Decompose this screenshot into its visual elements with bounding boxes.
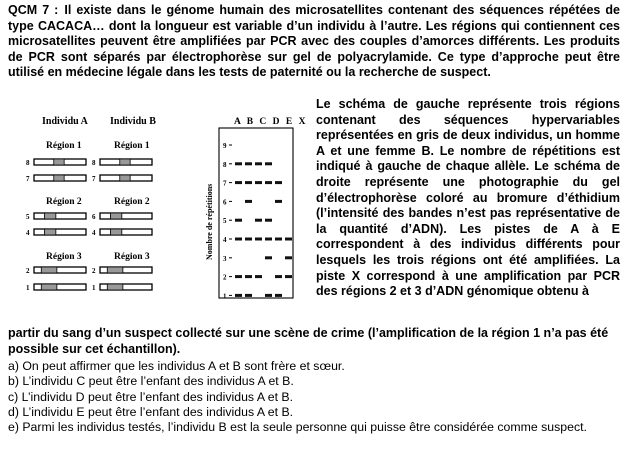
gel-band [245, 181, 252, 184]
gel-band [265, 294, 272, 297]
gel-band [245, 294, 252, 297]
allele-repeat-count: 2 [26, 267, 30, 275]
gel-band [265, 219, 272, 222]
allele-repeat-count: 6 [92, 213, 96, 221]
gel-band [255, 181, 262, 184]
gel-band [275, 275, 282, 278]
hypervariable-segment [110, 213, 121, 219]
gel-band [235, 294, 242, 297]
region-2-label-a: Région 2 [46, 197, 82, 207]
chromosome-bar [34, 229, 86, 235]
gel-band [275, 294, 282, 297]
gel-band [275, 181, 282, 184]
gel-ticks [223, 142, 232, 300]
answer-a[interactable]: a) On peut affirmer que les individus A et B sont frère et sœur. [8, 359, 345, 373]
region-3-label-a: Région 3 [46, 252, 82, 262]
allele-repeat-count: 5 [26, 213, 30, 221]
hypervariable-segment [110, 229, 121, 235]
gel-band [275, 238, 282, 241]
gel-band [245, 275, 252, 278]
microsatellite-figure [8, 100, 312, 324]
allele-repeat-count: 1 [26, 284, 30, 292]
hypervariable-segment [107, 267, 123, 273]
answer-d[interactable]: d) L’individu E peut être l’enfant des individus A et B. [8, 404, 294, 419]
gel-band [265, 256, 272, 259]
allele-repeat-count: 4 [92, 229, 96, 237]
gel-band [255, 162, 262, 165]
allele-repeat-count: 7 [26, 175, 30, 183]
gel-band [235, 275, 242, 278]
chromosome-bar [100, 229, 152, 235]
hypervariable-segment [41, 267, 57, 273]
gel-bands [235, 162, 292, 297]
gel-band [285, 256, 292, 259]
hypervariable-segment [44, 229, 55, 235]
region-1-label-b: Région 1 [114, 141, 150, 151]
region-3-label-b: Région 3 [114, 252, 150, 262]
individual-schema [26, 116, 156, 292]
gel-tick-label: 2 [223, 273, 227, 282]
allele-repeat-count: 1 [92, 284, 96, 292]
gel-band [245, 162, 252, 165]
gel-band [245, 238, 252, 241]
electrophoresis-gel [205, 117, 307, 300]
hypervariable-segment [54, 175, 64, 181]
gel-band [285, 238, 292, 241]
lane-labels: A B C D E X [234, 117, 308, 127]
gel-band [275, 200, 282, 203]
gel-frame [219, 128, 293, 301]
description-continuation: partir du sang d’un suspect collecté sur une scène de crime (l’amplification de la région 1 n’a pas été possible sur cet échantillon). [8, 326, 609, 356]
allele-repeat-count: 4 [26, 229, 30, 237]
region-2-label-b: Région 2 [114, 197, 150, 207]
gel-band [235, 181, 242, 184]
gel-band [265, 181, 272, 184]
gel-band [265, 162, 272, 165]
gel-tick-label: 8 [223, 160, 227, 169]
hypervariable-segment [41, 284, 57, 290]
individual-b-header: Individu B [110, 116, 156, 127]
figure-svg [8, 100, 312, 324]
gel-band [265, 238, 272, 241]
gel-band [235, 162, 242, 165]
question-label: QCM 7 : [8, 3, 59, 17]
allele-repeat-count: 7 [92, 175, 96, 183]
gel-band [255, 275, 262, 278]
question-intro [8, 3, 620, 81]
hypervariable-segment [120, 175, 130, 181]
allele-repeat-count: 8 [92, 159, 96, 167]
allele-repeat-count: 8 [26, 159, 30, 167]
gel-tick-label: 6 [223, 198, 227, 207]
hypervariable-segment [54, 159, 64, 165]
gel-tick-label: 4 [223, 236, 227, 244]
intro-text: Il existe dans le génome humain des microsatellites contenant des séquences répétées de type CACACA… dont la longueur est variable d’un individu à l’autre. Les régions qui contiennent ces microsatellites peuvent être amplifiées par PCR avec des couples d’amorces différents. Les produits de PCR sont séparés par électrophorèse sur gel de polyacrylamide. Ce type d’approche peut être utilisé en médecine légale dans les tests de paternité ou la recherche de suspect. [8, 3, 620, 80]
gel-band [235, 219, 242, 222]
allele-repeat-count: 2 [92, 267, 96, 275]
individual-a-header: Individu A [42, 116, 88, 127]
gel-tick-label: 1 [223, 292, 227, 301]
gel-tick-label: 5 [223, 217, 227, 226]
answer-options [8, 359, 620, 435]
gel-band [285, 275, 292, 278]
chromosome-bars [26, 159, 152, 292]
hypervariable-segment [120, 159, 130, 165]
gel-band [235, 238, 242, 241]
gel-tick-label: 7 [223, 179, 227, 188]
answer-b[interactable]: b) L’individu C peut être l’enfant des individus A et B. [8, 374, 294, 389]
figure-description: Le schéma de gauche représente trois régions contenant des séquences hypervariables représentées en gris de deux individus, un homme A et une femme B. Le nombre de répétitions est indiqué à gauche de chaque allèle. Le schéma de droite représente une photographie du gel d’électrophorèse coloré au bromure d’éthidium (l’intensité des bandes n’est pas représentative de la quantité d’ADN). Les pistes de A à E correspondent à des individus différents pour lesquels les trois régions ont été amplifiées. La piste X correspond à une amplification par PCR des régions 2 et 3 d’ADN génomique obtenu à [316, 97, 620, 299]
region-1-label-a: Région 1 [46, 141, 82, 151]
gel-band [255, 238, 262, 241]
chromosome-bar [34, 213, 86, 219]
gel-band [245, 200, 252, 203]
hypervariable-segment [44, 213, 55, 219]
hypervariable-segment [107, 284, 123, 290]
gel-band [255, 219, 262, 222]
y-axis-label: Nombre de répétitions [205, 183, 214, 260]
gel-tick-label: 3 [223, 254, 227, 263]
chromosome-bar [100, 213, 152, 219]
answer-c[interactable]: c) L’individu D peut être l’enfant des individus A et B. [8, 389, 294, 404]
answer-e[interactable]: e) Parmi les individus testés, l’individu B est la seule personne qui puisse être considérée comme suspect. [8, 420, 587, 435]
gel-tick-label: 9 [223, 142, 227, 150]
